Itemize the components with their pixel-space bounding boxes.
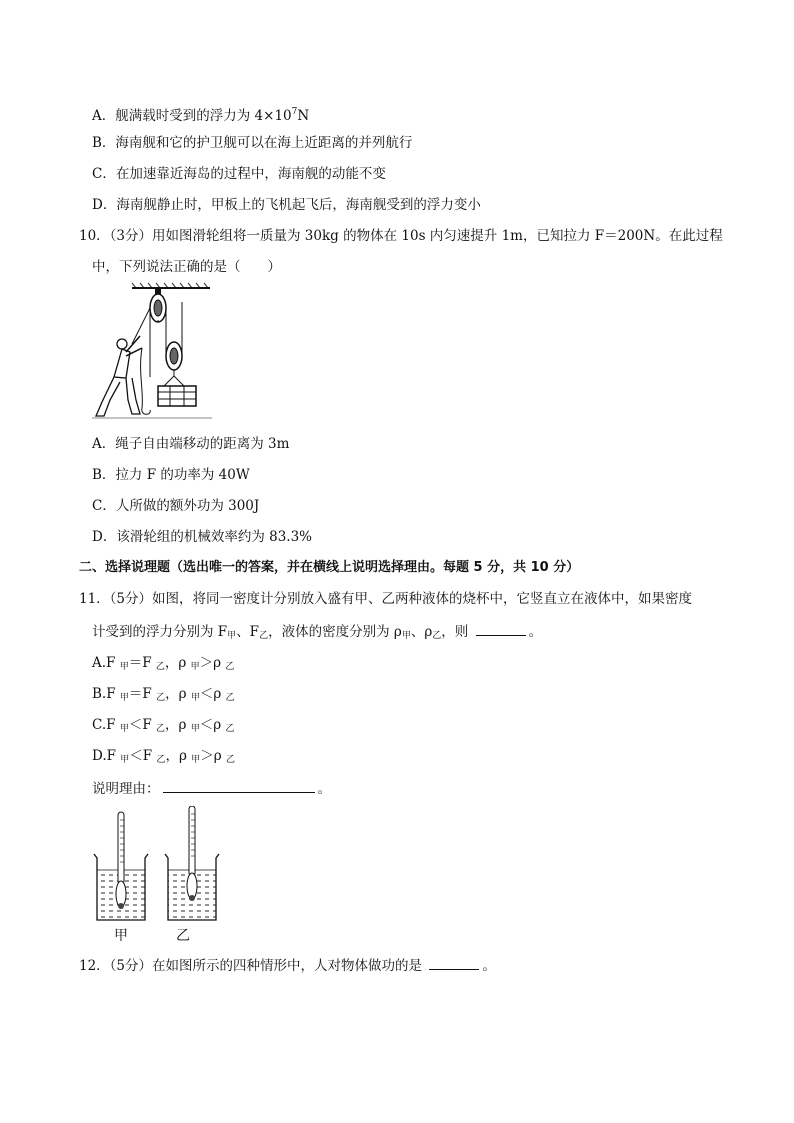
q9-option-a: A．舰满载时受到的浮力为 $4\times 10^7N$ — [92, 107, 310, 124]
beaker-label-yi: 乙 — [176, 928, 190, 944]
q10-option-d: D．该滑轮组的机械效率约为 83.3% — [92, 529, 313, 545]
q11-reason-line: 说明理由： 。 — [92, 778, 331, 798]
q12-stem: 12．（5分）在如图所示的四种情形中，人对物体做功的是 。 — [79, 955, 496, 975]
q10-option-c: C．人所做的额外功为 300J — [92, 498, 260, 514]
hydrometer-figure — [92, 806, 227, 924]
q11-option-c: C.F $_甲$＜F $_乙$，ρ $_甲$＜ρ $_乙$ — [92, 717, 235, 734]
q11-option-a: A.F $_甲$＝F $_乙$，ρ $_甲$＞ρ $_乙$ — [92, 655, 235, 672]
beaker-label-jia: 甲 — [114, 928, 128, 944]
q11-reason-blank[interactable] — [163, 778, 315, 793]
q11-option-b: B.F $_甲$＝F $_乙$，ρ $_甲$＜ρ $_乙$ — [92, 686, 235, 703]
q10-option-b: B．拉力 F 的功率为 40W — [92, 467, 250, 483]
q11-stem-line2: 计受到的浮力分别为 $F_甲$、$F_乙$，液体的密度分别为 $\rho_甲$、$\rho_乙$，则 。 — [92, 621, 542, 645]
q10-stem-line2: 中，下列说法正确的是（ ） — [92, 259, 281, 275]
section-2-heading: 二、选择说理题（选出唯一的答案，并在横线上说明选择理由。每题 5 分，共 10 分） — [79, 560, 580, 575]
q10-stem-line1: 10．（3分）用如图滑轮组将一质量为 30kg 的物体在 10s 内匀速提升 1m，已知拉力 F＝200N。在此过程 — [79, 228, 723, 244]
q9-option-d: D．海南舰静止时，甲板上的飞机起飞后，海南舰受到的浮力变小 — [92, 197, 481, 213]
q11-option-d: D.F $_甲$＜F $_乙$，ρ $_甲$＞ρ $_乙$ — [92, 748, 235, 765]
q9-option-c: C．在加速靠近海岛的过程中，海南舰的动能不变 — [92, 166, 386, 182]
q11-answer-blank[interactable] — [476, 621, 526, 636]
q10-option-a: A．绳子自由端移动的距离为 3m — [92, 436, 290, 452]
q11-stem-line1: 11．（5分）如图，将同一密度计分别放入盛有甲、乙两种液体的烧杯中，它竖直立在液体中，如果密度 — [79, 591, 693, 607]
pulley-figure — [92, 282, 217, 422]
q9-option-b: B．海南舰和它的护卫舰可以在海上近距离的并列航行 — [92, 135, 413, 151]
q12-answer-blank[interactable] — [429, 955, 479, 970]
